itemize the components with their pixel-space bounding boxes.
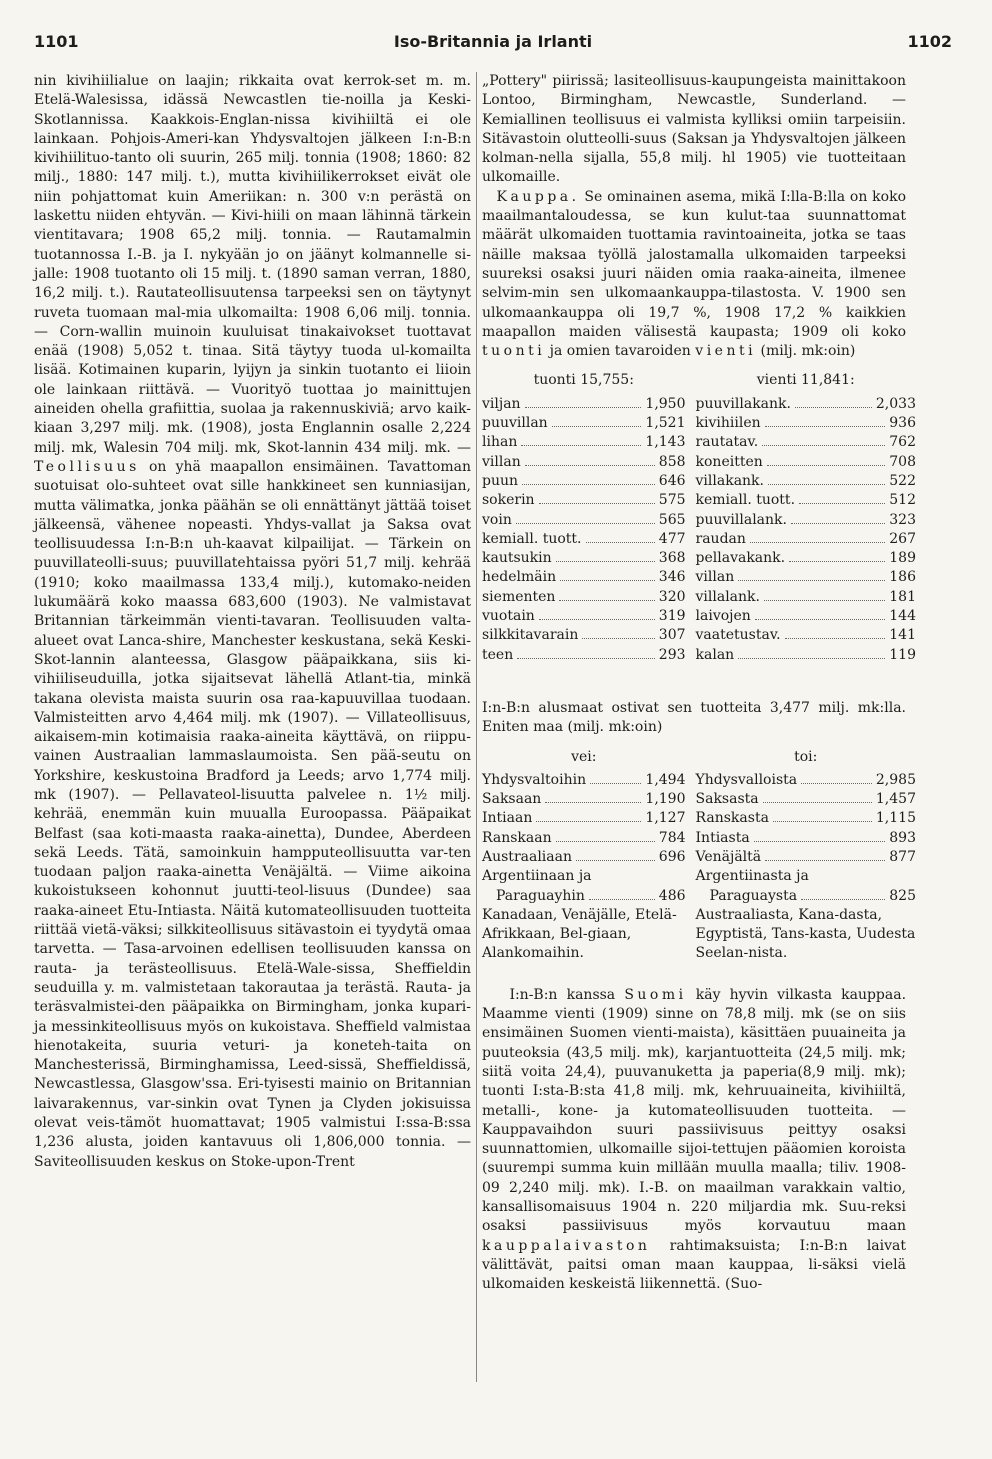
row-value: 346: [658, 569, 686, 586]
row-label: villan: [482, 453, 521, 470]
row-value: 181: [889, 588, 916, 605]
row-label: kautsukin: [482, 550, 552, 567]
row-value: 877: [889, 848, 916, 865]
row-value: 2,985: [875, 771, 916, 788]
leader-dots: [552, 426, 642, 427]
table-row: [482, 568, 686, 587]
paragraph: „Pottery" piirissä; lasiteollisuus-kaupungeista mainittakoon Lontoo, Birmingham, Newcastle, Sunderland. — Kemiallinen teollisuus ei valmista kylliksi omiin tarpeisiin. Sitävastoin olutteolli-suus (Saksan ja Yhdysvaltojen jälkeen kolman-nella sijalla, 55,8 milj. hl 1905) vie tuotteitaan ulkomaille.: [482, 73, 906, 186]
row-label: kemiall. tuott.: [695, 492, 796, 509]
row-label: Saksaan: [482, 791, 542, 808]
spaced-term: kauppalaivaston: [482, 1237, 651, 1254]
table-row: [482, 607, 686, 626]
row-value: 267: [889, 530, 916, 547]
spaced-term: Suomi: [624, 986, 687, 1003]
text-run: Se ominainen asema, mikä I:lla-B:lla on koko maailmantaloudessa, se kun kulut-taa suunnattomat määrät ulkomaiden tuottamia ravintoaineita, jotka se taas näille maksaa työllä jalostamalla ulkomaiden tarpeeksi suureksi osaksi juuri näiden omia raaka-aineita, ilmenee selvim-min sen ulkomaankauppa-tilastosta. V. 1900 sen ulkomaankauppa oli 19,7 %, 1908 17,2 % kaikkien maapallon maiden välisestä kaupasta; 1909 oli koko: [482, 188, 907, 340]
right-column: [482, 72, 916, 1295]
table-row: [696, 511, 916, 530]
leader-dots: [582, 638, 654, 639]
table-row: [482, 829, 686, 848]
table-row: [696, 433, 916, 452]
leader-dots: [765, 860, 885, 861]
table-row: [482, 867, 686, 906]
row-label: Ranskasta: [695, 810, 769, 827]
leader-dots: [795, 407, 872, 408]
exports-column: [696, 371, 916, 664]
row-value: 320: [658, 588, 686, 605]
leader-dots: [767, 465, 885, 466]
row-value: 144: [889, 608, 916, 625]
row-value: 762: [889, 434, 916, 451]
row-value: 936: [889, 415, 916, 432]
exports-to-note: Kanadaan, Venäjälle, Etelä-Afrikkaan, Bel-giaan, Alankomaihin.: [482, 906, 677, 962]
table-row: [482, 433, 686, 452]
row-label: Argentiinasta ja: [695, 868, 809, 885]
row-label: voin: [482, 511, 512, 528]
leader-dots: [517, 658, 655, 659]
leader-dots: [799, 503, 885, 504]
row-label: pellavakank.: [695, 550, 786, 567]
table-row: [696, 626, 916, 645]
leader-dots: [763, 802, 872, 803]
table-row: [482, 414, 686, 433]
table-row: [696, 790, 916, 809]
imports-from-list: [696, 771, 916, 906]
text-run: ja omien tavaroiden: [549, 343, 691, 360]
row-value: 1,494: [645, 771, 686, 788]
row-label: Intiaan: [482, 810, 533, 827]
leader-dots: [586, 542, 655, 543]
leader-dots: [768, 484, 885, 485]
leader-dots: [576, 860, 655, 861]
table-row: [482, 646, 686, 665]
leader-dots: [522, 484, 655, 485]
row-value: 893: [889, 829, 916, 846]
row-label: puuvillan: [482, 415, 548, 432]
imports-from-column: [696, 748, 916, 964]
table-row: [696, 867, 916, 906]
leader-dots: [755, 619, 885, 620]
row-value: 512: [889, 492, 916, 509]
table-row: [696, 848, 916, 867]
table-row: [482, 491, 686, 510]
row-label-continued: Paraguaysta: [709, 887, 798, 904]
table-row: [696, 829, 916, 848]
text-run: nin kivihiilialue on laajin; rikkaita ovat kerrok-set m. m. Etelä-Walesissa, idässä Newcastlen tie-noilla ja Keski-Skotlannissa. Kaakkois-Englan-nissa kivihiiltä ei ole lainkaan. Pohjois-Ameri-kan Yhdysvaltojen jälkeen I:n-B:n kivihiilituo-tanto oli suurin, 265 milj. tonnia (1908; 1860: 82 milj., 1880: 147 milj. t.), mutta kivihiilikerrokset eivät ole niin pohjattomat kuin Ameriikan: n. 300 v:n perästä on laskettu niiden ehtyvän. — Kivi-hiili on maan lähinnä tärkein vientitavara; 1908 65,2 milj. tonnia. — Rautamalmin tuotannossa I.-B. ja I. nykyään jo on jäänyt kolmannelle si-jalle: 1908 tuotanto oli 15 milj. t. (1890 saman verran, 1880, 16,2 milj. t.). Rautateollisuutensa tarpeeksi sen on täytynyt ruveta tuomaan mal-mia ulkomailta: 1908 6,06 milj. tonnia. — Corn-wallin muinoin kuuluisat tinakaivokset tuottavat enää (1908) 5,052 t. tinaa. Sitä täytyy tuoda ul-komailta lisää. Kotimainen kuparin, lyijyn ja sinkin tuotanto ei liioin ole lainkaan riittävä. — Vuorityö tuottaa jo mainittujen aineiden ohella grafiittia, suolaa ja rakennuskiviä; arvo kaik-kiaan 3,297 milj. mk. (1908), josta Englannin osalle 2,224 milj. mk, Walesin 704 milj. mk, Skot-lannin 434 milj. mk. —: [34, 73, 471, 456]
country-table: [482, 748, 916, 964]
leader-dots: [773, 821, 872, 822]
row-label: sokerin: [482, 492, 535, 509]
table-row: [696, 414, 916, 433]
leader-dots: [789, 561, 885, 562]
row-value: 141: [889, 627, 916, 644]
row-value: 319: [658, 608, 686, 625]
row-value: 323: [889, 511, 916, 528]
exports-to-header: vei:: [571, 748, 597, 765]
text-run: rahtimaksuista; I:n-B:n laivat välittävät, paitsi oman maan kauppaa, li-säksi vielä ulkomaiden keskeistä liikennettä. (Suo-: [482, 1237, 907, 1293]
row-label: silkkitavarain: [482, 627, 579, 644]
row-label: kivihiilen: [695, 415, 761, 432]
row-label: Yhdysvaltoihin: [482, 771, 587, 788]
row-label: siementen: [482, 588, 556, 605]
row-value: 565: [658, 511, 686, 528]
imports-from-note: Austraaliasta, Kana-dasta, Egyptistä, Tans-kasta, Uudesta Seelan-nista.: [695, 906, 916, 962]
running-header: [34, 32, 952, 56]
row-label: Saksasta: [695, 791, 759, 808]
page-title: Iso-Britannia ja Irlanti: [393, 32, 593, 51]
exports-header: vienti 11,841:: [756, 372, 855, 389]
leader-dots: [539, 503, 655, 504]
table-row: [482, 809, 686, 828]
paragraph: [482, 188, 906, 362]
leader-dots: [738, 658, 885, 659]
text-run: (milj. mk:oin): [760, 343, 856, 360]
table-row: [696, 588, 916, 607]
row-label: raudan: [695, 530, 746, 547]
leader-dots: [765, 426, 886, 427]
row-value: 522: [889, 472, 916, 489]
spaced-term: Kauppa.: [496, 188, 580, 205]
table-row: [696, 530, 916, 549]
table-row: [696, 607, 916, 626]
table-row: [696, 568, 916, 587]
table-row: [696, 809, 916, 828]
leader-dots: [525, 465, 655, 466]
leader-dots: [536, 821, 641, 822]
row-label: teen: [482, 646, 514, 663]
row-label: laivojen: [695, 608, 751, 625]
left-column: [34, 72, 471, 1172]
row-label: kalan: [695, 646, 735, 663]
row-value: 784: [658, 829, 686, 846]
leader-dots: [516, 523, 655, 524]
text-run: on yhä maapallon ensimäinen. Tavattoman suotuisat olo-suhteet ovat sille hankkineet sen kunniasijan, mutta välimatka, jonka päähän se oli ennättänyt jättää toiset jälkeensä, vähenee nopeasti. Yhdys-vallat ja Saksa ovat teollisuudessa I:n-B:n uh-kaavat kilpailijat. — Tärkein on puuvillateolli-suus; puuvillatehtaissa pyöri 51,7 milj. kehrää (1910; koko maailmassa 133,4 milj.), kutomako-neiden lukumäärä koko maassa 683,600 (1903). Ne valmistavat Britannian tärkeimmän vienti-tavaran. Teollisuuden valta-alueet ovat Lanca-shire, Manchester keskustana, sekä Keski-Skot-lannin alanteessa, Glasgow pääpaikkana, siis ki-vihiiliseuduilla, jotka sijaitsevat lähellä Atlant-tia, minkä takana olevista maista suurin osa raa-kapuuvillaa tuodaan. Valmisteitten arvo 4,464 milj. mk (1907). — Villateollisuus, aikaisem-min kotimaisia raaka-aineita käyttävä, on riippu-vainen Austraalian lammaslaumoista. Sen pää-seutu on Yorkshire, keskustoina Bradford ja Leeds; arvo 1,774 milj. mk (1907). — Pellavateol-lisuutta palvelee n. 1½ milj. kehrää, enemmän kuin muualla Euroopassa. Pääpaikat Belfast (saa koti-maasta raaka-ainetta), Dundee, Aberdeen sekä Leeds. Tätä, samoinkuin hampputeollisuutta var-ten tuodaan paljon raaka-ainetta Venäjältä. — Viime aikoina kukoistukseen kohonnut juutti-teol-lisuus (Dundee) saa raaka-aineet Etu-Intiasta. Näitä kutomateollisuuden tuotteita riittää vietä-väksi; silkkiteollisuus sitävastoin ei tyydytä omaa tarvetta. — Tasa-arvoinen edellisen teollisuuden kanssa on rauta- ja terästeollisuus. Etelä-Wale-sissa, Sheffieldin seuduilla y. m. valmistetaan takorautaa ja terästä. Rauta- ja teräsvalmistei-den pääpaikka on Birmingham, jonka kupari- ja messinkiteollisuus myös on kukoistava. Sheffield valmistaa hienotakeita, suuria veturi- ja koneteh-taita on Manchesterissä, Birminghamissa, Leed-sissä, Sheffieldissä, Newcastlessa, Glasgow'ssa. Eri-tyisesti mainio on Britannian laivarakennus, var-sinkin ovat Tynen ja Clyden jokisuissa olevat veis-tämöt huomattavat; 1905 valmistui I:ssa-B:ssa 1,236 alusta, joiden kantavuus oli 1,806,000 tonnia. — Saviteollisuuden keskus on Stoke-upon-Trent: [34, 458, 472, 1170]
row-value: 307: [658, 627, 686, 644]
exports-to-list: [482, 771, 686, 906]
leader-dots: [762, 445, 885, 446]
row-value: 189: [889, 550, 916, 567]
paragraph: I:n-B:n alusmaat ostivat sen tuotteita 3,477 milj. mk:lla. Eniten maa (milj. mk:oin): [482, 699, 906, 736]
leader-dots: [738, 580, 885, 581]
table-row: [482, 771, 686, 790]
leader-dots: [521, 445, 641, 446]
row-value: 825: [889, 887, 916, 904]
table-row: [482, 588, 686, 607]
table-row: [482, 549, 686, 568]
page-number-right: 1102: [907, 32, 952, 51]
row-value: 1,521: [645, 415, 686, 432]
table-row: [696, 646, 916, 665]
spacer: [482, 665, 906, 699]
row-label: villalank.: [695, 588, 760, 605]
table-row: [482, 626, 686, 645]
table-row: [482, 530, 686, 549]
row-label: Yhdysvalloista: [695, 771, 798, 788]
row-value: 575: [658, 492, 686, 509]
leader-dots: [525, 407, 642, 408]
table-row: [696, 491, 916, 510]
leader-dots: [764, 600, 885, 601]
row-value: 1,457: [875, 791, 916, 808]
row-value: 1,143: [645, 434, 686, 451]
leader-dots: [785, 638, 886, 639]
row-value: 858: [658, 453, 686, 470]
table-row: [696, 771, 916, 790]
leader-dots: [539, 619, 655, 620]
row-label: Intiasta: [695, 829, 750, 846]
leader-dots: [556, 561, 655, 562]
row-label: rautatav.: [695, 434, 759, 451]
row-value: 646: [658, 472, 686, 489]
row-label: vuotain: [482, 608, 535, 625]
row-value: 1,950: [645, 395, 686, 412]
row-value: 186: [889, 569, 916, 586]
row-label-continued: Paraguayhin: [496, 887, 585, 904]
imports-list: [482, 395, 686, 665]
row-value: 708: [889, 453, 916, 470]
table-row: [482, 848, 686, 867]
row-label: Austraaliaan: [482, 848, 572, 865]
row-label: vaatetustav.: [695, 627, 781, 644]
paragraph: [34, 72, 471, 1172]
table-row: [482, 472, 686, 491]
row-label: puuvillakank.: [695, 395, 791, 412]
row-value: 368: [658, 550, 686, 567]
text-run: I:n-B:n kanssa: [509, 986, 616, 1003]
leader-dots: [750, 542, 885, 543]
paragraph: [482, 986, 906, 1295]
row-value: 1,190: [645, 791, 686, 808]
row-value: 119: [889, 646, 916, 663]
row-label: Venäjältä: [695, 848, 762, 865]
row-value: 696: [658, 848, 686, 865]
page-number-left: 1101: [34, 32, 79, 51]
leader-dots: [791, 523, 885, 524]
imports-header: tuonti 15,755:: [533, 372, 634, 389]
exports-list: [696, 395, 916, 665]
table-row: [482, 790, 686, 809]
row-value: 2,033: [875, 395, 916, 412]
table-row: [696, 472, 916, 491]
table-row: [696, 395, 916, 414]
row-label: puuvillalank.: [695, 511, 787, 528]
row-value: 486: [658, 887, 686, 904]
row-label: Argentiinaan ja: [482, 868, 592, 885]
text-run: käy hyvin vilkasta kauppaa. Maamme vienti (1909) sinne on 78,8 milj. mk (se on siis ensimäinen Suomen vienti-maista), käsittäen puuaineita ja puuteoksia (43,5 milj. mk), karjantuotteita (24,5 milj. mk; siitä voita 24,4), puuvanuketta ja paperia(8,9 milj. mk); tuonti I:sta-B:sta 41,8 milj. mk, kehruuaineita, kivihiiltä, metalli-, kone- ja kutomateollisuuden tuotteita. — Kauppavaihdon suuri passiivisuus peittyy osaksi suunnattomien, ulkomaille sijoi-tettujen pääomien koroista (suurempi summa kuin millään muulla maalla; tiliv. 1908-09 2,240 milj. mk). I.-B. on maailman varakkain valtio, kansallisomaisuus 1904 n. 220 miljardia mk. Suu-reksi osaksi passiivisuus myös korvautuu maan: [482, 986, 907, 1235]
table-row: [696, 549, 916, 568]
row-value: 1,115: [875, 810, 916, 827]
spacer: [482, 964, 906, 986]
table-row: [482, 511, 686, 530]
row-value: 1,127: [645, 810, 686, 827]
row-label: lihan: [482, 434, 518, 451]
table-row: [482, 453, 686, 472]
spaced-term: vienti: [695, 343, 757, 360]
row-label: villan: [695, 569, 735, 586]
table-row: [696, 453, 916, 472]
leader-dots: [589, 899, 655, 900]
leader-dots: [590, 783, 641, 784]
leader-dots: [754, 841, 886, 842]
spaced-term: Teollisuus: [34, 458, 140, 475]
leader-dots: [560, 580, 655, 581]
trade-table: [482, 371, 916, 664]
spaced-term: tuonti: [482, 343, 546, 360]
row-label: viljan: [482, 395, 521, 412]
leader-dots: [545, 802, 641, 803]
table-row: [482, 395, 686, 414]
row-value: 477: [658, 530, 686, 547]
leader-dots: [801, 899, 885, 900]
row-label: villakank.: [695, 472, 764, 489]
row-label: koneitten: [695, 453, 763, 470]
leader-dots: [556, 841, 655, 842]
row-value: 293: [658, 646, 686, 663]
row-label: hedelmäin: [482, 569, 557, 586]
imports-column: [482, 371, 686, 664]
row-label: kemiall. tuott.: [482, 530, 582, 547]
leader-dots: [801, 783, 872, 784]
row-label: Ranskaan: [482, 829, 552, 846]
exports-to-column: [482, 748, 686, 964]
row-label: puun: [482, 472, 519, 489]
column-divider: [476, 72, 477, 1382]
imports-from-header: toi:: [794, 748, 818, 765]
leader-dots: [559, 600, 654, 601]
